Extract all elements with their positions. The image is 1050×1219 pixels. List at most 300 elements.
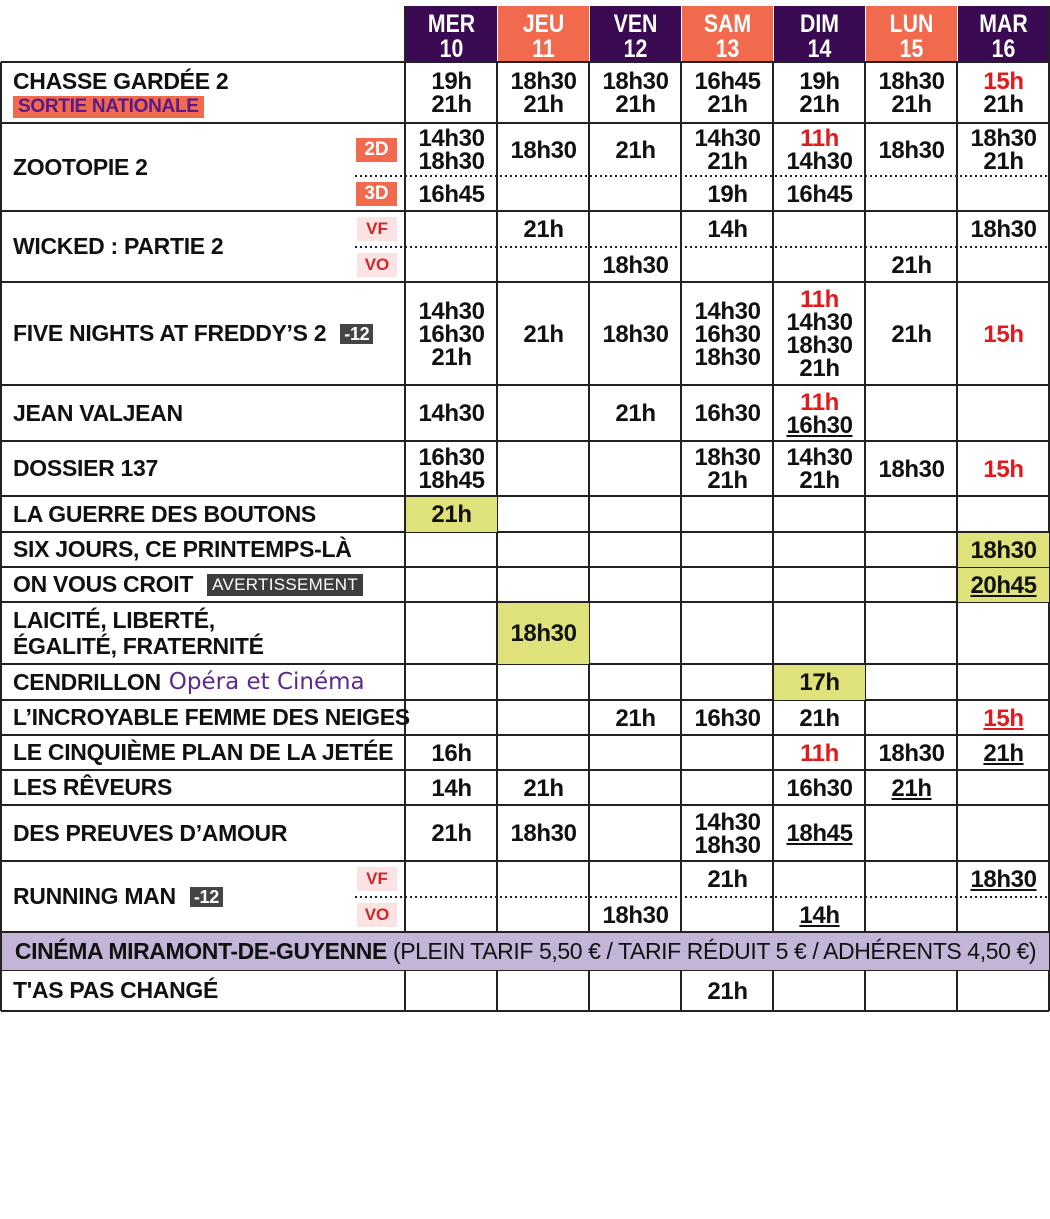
film-title[interactable]: RUNNING MAN bbox=[13, 883, 176, 909]
release-tag: SORTIE NATIONALE bbox=[13, 96, 204, 118]
showtime-cell bbox=[406, 665, 497, 700]
showtime-cell bbox=[590, 665, 681, 700]
showtime[interactable]: 21h bbox=[707, 148, 748, 175]
showtime-cell bbox=[774, 283, 865, 385]
film-title-cell bbox=[1, 532, 405, 567]
showtime-cell bbox=[406, 124, 497, 176]
showtime-cell bbox=[498, 212, 589, 247]
showtime[interactable]: 20h45 bbox=[970, 571, 1037, 599]
showtime-cell bbox=[682, 665, 773, 700]
showtime-cell bbox=[498, 736, 589, 770]
age-rating-badge: -12 bbox=[340, 324, 373, 344]
showtime-cell bbox=[498, 248, 589, 282]
showtime[interactable]: 18h30 bbox=[970, 536, 1037, 564]
film-title[interactable]: LE CINQUIÈME PLAN DE LA JETÉE bbox=[13, 739, 394, 765]
showtime[interactable]: 18h30 bbox=[970, 125, 1037, 152]
showtime-cell bbox=[958, 806, 1049, 861]
showtime-cell bbox=[406, 736, 497, 770]
showtime[interactable]: 21h bbox=[799, 704, 840, 732]
showtime-cell bbox=[682, 283, 773, 385]
showtime-cell bbox=[958, 971, 1049, 1011]
opera-cinema-label: Opéra et Cinéma bbox=[168, 669, 365, 695]
showtime[interactable]: 14h bbox=[707, 216, 748, 243]
showtime[interactable]: 21h bbox=[615, 704, 656, 732]
showtime-cell bbox=[406, 806, 497, 861]
film-title[interactable]: WICKED : PARTIE 2 bbox=[13, 233, 224, 259]
showtime[interactable]: 21h bbox=[799, 91, 840, 118]
showtime[interactable]: 14h bbox=[431, 774, 472, 802]
film-title[interactable]: JEAN VALJEAN bbox=[13, 399, 183, 426]
showtime[interactable]: 18h30 bbox=[602, 68, 669, 95]
format-badge-vf: VF bbox=[357, 867, 397, 891]
showtime-cell bbox=[774, 386, 865, 441]
showtime-cell bbox=[866, 533, 957, 567]
showtime-cell bbox=[958, 63, 1049, 123]
showtime-cell bbox=[682, 736, 773, 770]
format-badge-vf: VF bbox=[357, 217, 397, 241]
showtime-cell bbox=[958, 283, 1049, 385]
showtime-cell bbox=[406, 898, 497, 932]
showtime[interactable]: 21h bbox=[431, 91, 472, 118]
showtime-cell bbox=[866, 806, 957, 861]
day-name: DIM bbox=[800, 10, 839, 38]
film-title-cell bbox=[1, 123, 357, 211]
showtime[interactable]: 14h30 bbox=[418, 125, 485, 152]
showtime[interactable]: 21h bbox=[983, 739, 1024, 767]
showtime-cell bbox=[406, 862, 497, 897]
showtime-cell bbox=[682, 386, 773, 441]
showtime-cell bbox=[590, 248, 681, 282]
showtime[interactable]: 14h30 bbox=[694, 297, 761, 325]
showtime[interactable]: 18h30 bbox=[970, 866, 1037, 893]
showtime-cell bbox=[958, 442, 1049, 496]
showtime-cell bbox=[682, 442, 773, 496]
showtime[interactable]: 21h bbox=[523, 320, 564, 348]
film-title-cell bbox=[1, 735, 405, 770]
showtime-cell bbox=[866, 971, 957, 1011]
showtime-cell bbox=[406, 442, 497, 496]
showtime-cell bbox=[590, 533, 681, 567]
film-title[interactable]: ZOOTOPIE 2 bbox=[13, 153, 148, 180]
showtime-cell bbox=[774, 665, 865, 700]
film-title[interactable]: CENDRILLON bbox=[13, 668, 161, 695]
film-title[interactable]: SIX JOURS, CE PRINTEMPS-LÀ bbox=[13, 536, 352, 562]
showtime[interactable]: 16h30 bbox=[694, 704, 761, 732]
showtime[interactable]: 11h bbox=[800, 125, 839, 152]
venue-prices: (PLEIN TARIF 5,50 € / TARIF RÉDUIT 5 € / ADHÉRENTS 4,50 €) bbox=[392, 938, 1037, 964]
showtime-cell bbox=[958, 124, 1049, 176]
showtime-cell bbox=[406, 283, 497, 385]
day-name: VEN bbox=[613, 10, 658, 38]
showtime-cell bbox=[866, 386, 957, 441]
showtime-cell bbox=[590, 862, 681, 897]
showtime[interactable]: 18h30 bbox=[970, 216, 1037, 243]
showtime-cell bbox=[590, 806, 681, 861]
showtime-cell bbox=[682, 248, 773, 282]
showtime[interactable]: 14h30 bbox=[418, 400, 485, 427]
showtime[interactable]: 14h30 bbox=[786, 444, 853, 471]
showtime[interactable]: 21h bbox=[707, 91, 748, 118]
film-title-row bbox=[13, 455, 405, 482]
venue-name: CINÉMA MIRAMONT-DE-GUYENNE bbox=[14, 938, 387, 964]
showtime[interactable]: 21h bbox=[431, 501, 472, 528]
day-name: MAR bbox=[979, 10, 1028, 38]
showtime-cell bbox=[774, 63, 865, 123]
showtime-cell bbox=[498, 971, 589, 1011]
showtime-cell bbox=[866, 665, 957, 700]
film-title-cell bbox=[1, 861, 357, 932]
showtime[interactable]: 18h30 bbox=[602, 901, 669, 929]
film-title-row bbox=[13, 233, 357, 260]
day-number: 16 bbox=[991, 35, 1016, 63]
film-title-row bbox=[13, 571, 405, 598]
showtime[interactable]: 14h30 bbox=[418, 297, 485, 325]
film-title-row bbox=[13, 820, 405, 847]
showtime[interactable]: 16h30 bbox=[786, 774, 853, 802]
showtime[interactable]: 15h bbox=[983, 704, 1024, 732]
showtime-cell bbox=[406, 63, 497, 123]
showtime-cell bbox=[774, 248, 865, 282]
showtime-cell bbox=[590, 898, 681, 932]
showtime-cell bbox=[866, 248, 957, 282]
showtime[interactable]: 21h bbox=[799, 355, 840, 382]
showtime-cell bbox=[866, 898, 957, 932]
showtime[interactable]: 21h bbox=[799, 467, 840, 494]
showtime-cell bbox=[682, 971, 773, 1011]
showtime[interactable]: 18h30 bbox=[878, 455, 945, 483]
showtime-cell bbox=[866, 736, 957, 770]
showtime-cell bbox=[774, 898, 865, 932]
showtime[interactable]: 21h bbox=[891, 251, 932, 279]
film-title-row bbox=[13, 883, 357, 910]
showtime[interactable]: 16h30 bbox=[418, 444, 485, 471]
showtime[interactable]: 21h bbox=[431, 820, 472, 847]
showtime-cell bbox=[774, 736, 865, 770]
film-title[interactable]: LES RÊVEURS bbox=[13, 774, 173, 800]
showtime-cell bbox=[498, 177, 589, 211]
showtime-cell bbox=[682, 771, 773, 805]
showtime[interactable]: 16h bbox=[431, 739, 472, 767]
showtime-cell bbox=[406, 248, 497, 282]
showtime-cell bbox=[774, 497, 865, 532]
warning-badge: AVERTISSEMENT bbox=[207, 574, 363, 596]
showtime[interactable]: 18h30 bbox=[694, 444, 761, 471]
showtime-cell bbox=[866, 63, 957, 123]
film-title-row bbox=[13, 977, 405, 1004]
showtime-cell bbox=[406, 603, 497, 664]
showtime-cell bbox=[682, 603, 773, 664]
showtime-cell bbox=[958, 177, 1049, 211]
showtime[interactable]: 21h bbox=[891, 320, 932, 348]
film-title-cell bbox=[1, 770, 405, 805]
film-title-row bbox=[13, 704, 410, 731]
showtime[interactable]: 15h bbox=[983, 455, 1024, 483]
film-title-cell bbox=[1, 62, 405, 123]
showtime-cell bbox=[498, 568, 589, 602]
showtime-cell bbox=[682, 63, 773, 123]
showtime-cell bbox=[498, 665, 589, 700]
showtime-cell bbox=[958, 603, 1049, 664]
showtime-cell bbox=[866, 212, 957, 247]
film-title-row bbox=[13, 669, 405, 696]
showtime-cell bbox=[590, 442, 681, 496]
film-title-row bbox=[13, 154, 357, 181]
showtime-cell bbox=[406, 568, 497, 602]
showtime-cell bbox=[866, 124, 957, 176]
format-badge-vo: VO bbox=[357, 253, 397, 277]
showtime-cell bbox=[774, 124, 865, 176]
day-name: JEU bbox=[522, 10, 565, 38]
showtime[interactable]: 11h bbox=[800, 739, 839, 767]
day-number: 15 bbox=[899, 35, 924, 63]
showtime[interactable]: 14h30 bbox=[694, 125, 761, 152]
showtime[interactable]: 18h30 bbox=[602, 320, 669, 348]
showtime-cell bbox=[958, 771, 1049, 805]
film-title-cell bbox=[1, 496, 405, 532]
film-title-cell bbox=[1, 385, 405, 441]
showtime-cell bbox=[866, 568, 957, 602]
film-title-row bbox=[13, 774, 405, 801]
showtime-cell bbox=[774, 701, 865, 735]
film-title-cell bbox=[1, 664, 405, 700]
showtime-cell bbox=[866, 771, 957, 805]
film-title-row bbox=[13, 501, 405, 528]
showtime-cell bbox=[406, 177, 497, 211]
showtime[interactable]: 19h bbox=[707, 180, 748, 208]
showtime[interactable]: 18h30 bbox=[878, 136, 945, 164]
film-title-cell bbox=[1, 567, 405, 602]
film-title-cell bbox=[1, 211, 357, 282]
showtime[interactable]: 16h45 bbox=[418, 180, 485, 208]
showtime-cell bbox=[774, 771, 865, 805]
showtime[interactable]: 21h bbox=[615, 136, 656, 164]
showtime-cell bbox=[406, 497, 497, 532]
day-number: 13 bbox=[715, 35, 740, 63]
showtime-cell bbox=[774, 806, 865, 861]
showtime[interactable]: 18h30 bbox=[418, 148, 485, 175]
showtime-cell bbox=[958, 568, 1049, 602]
showtime-cell bbox=[498, 603, 589, 664]
showtime[interactable]: 16h30 bbox=[786, 411, 853, 439]
showtime-cell bbox=[590, 212, 681, 247]
showtime-cell bbox=[498, 806, 589, 861]
showtime-cell bbox=[590, 971, 681, 1011]
showtime[interactable]: 16h30 bbox=[418, 320, 485, 348]
showtime-cell bbox=[958, 701, 1049, 735]
showtime-cell bbox=[682, 898, 773, 932]
film-title-cell bbox=[1, 282, 405, 385]
film-title-cell bbox=[1, 970, 405, 1011]
showtime[interactable]: 18h30 bbox=[602, 251, 669, 279]
film-title[interactable]: T'AS PAS CHANGÉ bbox=[13, 977, 219, 1003]
showtime-cell bbox=[682, 177, 773, 211]
showtime-cell bbox=[406, 971, 497, 1011]
day-number: 12 bbox=[623, 35, 648, 63]
showtime[interactable]: 21h bbox=[523, 774, 564, 802]
showtime-cell bbox=[774, 177, 865, 211]
showtime-cell bbox=[682, 212, 773, 247]
showtime-cell bbox=[590, 771, 681, 805]
showtime-cell bbox=[682, 862, 773, 897]
showtime[interactable]: 14h30 bbox=[694, 808, 761, 836]
film-title-cell bbox=[1, 700, 410, 735]
showtime[interactable]: 19h bbox=[431, 68, 472, 95]
showtime-cell bbox=[958, 248, 1049, 282]
film-title[interactable]: ON VOUS CROIT bbox=[13, 571, 194, 597]
day-name: LUN bbox=[889, 10, 934, 38]
showtime[interactable]: 18h30 bbox=[510, 820, 577, 847]
showtime-cell bbox=[498, 533, 589, 567]
day-number: 14 bbox=[807, 35, 832, 63]
film-title[interactable]: LA GUERRE DES BOUTONS bbox=[13, 500, 316, 527]
showtime-cell bbox=[682, 701, 773, 735]
showtime[interactable]: 18h45 bbox=[786, 820, 853, 847]
showtime-cell bbox=[498, 898, 589, 932]
showtime-cell bbox=[866, 862, 957, 897]
day-number: 11 bbox=[532, 35, 555, 63]
showtime[interactable]: 21h bbox=[615, 400, 656, 427]
showtime[interactable]: 11h bbox=[800, 286, 839, 313]
showtime[interactable]: 16h45 bbox=[694, 68, 761, 95]
showtime[interactable]: 21h bbox=[891, 91, 932, 118]
showtime-cell bbox=[682, 568, 773, 602]
showtime[interactable]: 18h30 bbox=[510, 136, 577, 164]
showtime[interactable]: 21h bbox=[707, 467, 748, 494]
showtime[interactable]: 18h30 bbox=[694, 831, 761, 859]
showtime[interactable]: 18h30 bbox=[786, 332, 853, 359]
showtime-cell bbox=[498, 771, 589, 805]
showtime[interactable]: 18h45 bbox=[418, 467, 485, 494]
showtime-cell bbox=[498, 63, 589, 123]
film-title-cell bbox=[1, 805, 405, 861]
film-title-row bbox=[13, 400, 405, 427]
showtime[interactable]: 21h bbox=[523, 91, 564, 118]
showtime-cell bbox=[866, 442, 957, 496]
showtime-cell bbox=[590, 497, 681, 532]
showtime-cell bbox=[406, 771, 497, 805]
showtime-cell bbox=[590, 283, 681, 385]
showtime[interactable]: 16h30 bbox=[694, 320, 761, 348]
showtime-cell bbox=[406, 212, 497, 247]
showtime-cell bbox=[682, 497, 773, 532]
showtime[interactable]: 17h bbox=[799, 669, 840, 696]
film-title[interactable]: CHASSE GARDÉE 2 bbox=[13, 67, 229, 94]
film-title[interactable]: L’INCROYABLE FEMME DES NEIGES bbox=[13, 704, 410, 730]
showtime-cell bbox=[590, 603, 681, 664]
showtime-cell bbox=[958, 736, 1049, 770]
showtime[interactable]: 18h30 bbox=[694, 343, 761, 371]
showtime-cell bbox=[774, 442, 865, 496]
showtime[interactable]: 18h30 bbox=[510, 620, 577, 647]
showtime-cell bbox=[774, 862, 865, 897]
showtime[interactable]: 15h bbox=[983, 68, 1024, 95]
showtime-cell bbox=[590, 177, 681, 211]
film-title[interactable]: DES PREUVES D’AMOUR bbox=[13, 819, 288, 846]
showtime[interactable]: 21h bbox=[431, 343, 472, 371]
film-title-row bbox=[13, 536, 405, 563]
showtime[interactable]: 21h bbox=[707, 977, 748, 1005]
film-title-cell bbox=[1, 602, 321, 664]
showtime[interactable]: 18h30 bbox=[510, 68, 577, 95]
showtime-cell bbox=[866, 701, 957, 735]
showtime-cell bbox=[682, 533, 773, 567]
film-title[interactable]: LAICITÉ, LIBERTÉ, ÉGALITÉ, FRATERNITÉ bbox=[13, 607, 264, 659]
showtime-cell bbox=[774, 212, 865, 247]
format-badge-vo: VO bbox=[357, 903, 397, 927]
film-title[interactable]: FIVE NIGHTS AT FREDDY’S 2 bbox=[13, 320, 327, 346]
showtime-cell bbox=[590, 568, 681, 602]
showtime[interactable]: 18h30 bbox=[878, 68, 945, 95]
showtime-cell bbox=[774, 568, 865, 602]
showtime[interactable]: 11h bbox=[800, 388, 839, 416]
film-title-row bbox=[13, 607, 321, 659]
showtime-cell bbox=[498, 701, 589, 735]
showtime[interactable]: 21h bbox=[523, 216, 564, 243]
film-title-row bbox=[13, 320, 405, 347]
showtime-cell bbox=[682, 806, 773, 861]
showtime-cell bbox=[774, 603, 865, 664]
showtime-cell bbox=[590, 736, 681, 770]
showtime-cell bbox=[958, 898, 1049, 932]
showtime-cell bbox=[958, 212, 1049, 247]
showtime-cell bbox=[590, 701, 681, 735]
showtime[interactable]: 14h bbox=[799, 901, 840, 929]
showtime-cell bbox=[498, 442, 589, 496]
showtime-cell bbox=[498, 497, 589, 532]
showtime-cell bbox=[498, 283, 589, 385]
showtime-cell bbox=[682, 124, 773, 176]
showtime[interactable]: 21h bbox=[615, 91, 656, 118]
showtime[interactable]: 16h30 bbox=[694, 400, 761, 427]
showtime[interactable]: 15h bbox=[983, 320, 1024, 348]
showtime-cell bbox=[406, 533, 497, 567]
showtime-cell bbox=[866, 177, 957, 211]
showtime-cell bbox=[498, 124, 589, 176]
showtime-cell bbox=[866, 603, 957, 664]
showtime-cell bbox=[590, 63, 681, 123]
showtime[interactable]: 18h30 bbox=[878, 739, 945, 767]
day-number: 10 bbox=[439, 35, 464, 63]
showtime[interactable]: 21h bbox=[707, 866, 748, 893]
showtime-cell bbox=[958, 497, 1049, 532]
format-badge-2d: 2D bbox=[356, 138, 397, 162]
showtime-cell bbox=[590, 124, 681, 176]
showtime-cell bbox=[406, 701, 497, 735]
showtime-cell bbox=[958, 665, 1049, 700]
showtime[interactable]: 14h30 bbox=[786, 309, 853, 336]
showtime[interactable]: 14h30 bbox=[786, 148, 853, 175]
showtime[interactable]: 21h bbox=[983, 148, 1024, 175]
showtime-cell bbox=[498, 386, 589, 441]
showtime-cell bbox=[774, 533, 865, 567]
age-rating-badge: -12 bbox=[190, 887, 223, 907]
showtime-cell bbox=[958, 862, 1049, 897]
showtime-cell bbox=[866, 497, 957, 532]
day-name: SAM bbox=[703, 10, 752, 38]
showtime[interactable]: 21h bbox=[891, 774, 932, 802]
showtime-cell bbox=[406, 386, 497, 441]
showtime[interactable]: 21h bbox=[983, 91, 1024, 118]
showtime[interactable]: 19h bbox=[799, 68, 840, 95]
film-title-row bbox=[13, 68, 405, 95]
film-title-cell bbox=[1, 441, 405, 496]
day-name: MER bbox=[427, 10, 476, 38]
showtime-cell bbox=[590, 386, 681, 441]
showtime-cell bbox=[866, 283, 957, 385]
showtime[interactable]: 16h45 bbox=[786, 180, 853, 208]
film-title[interactable]: DOSSIER 137 bbox=[13, 455, 158, 481]
format-badge-3d: 3D bbox=[356, 182, 397, 206]
